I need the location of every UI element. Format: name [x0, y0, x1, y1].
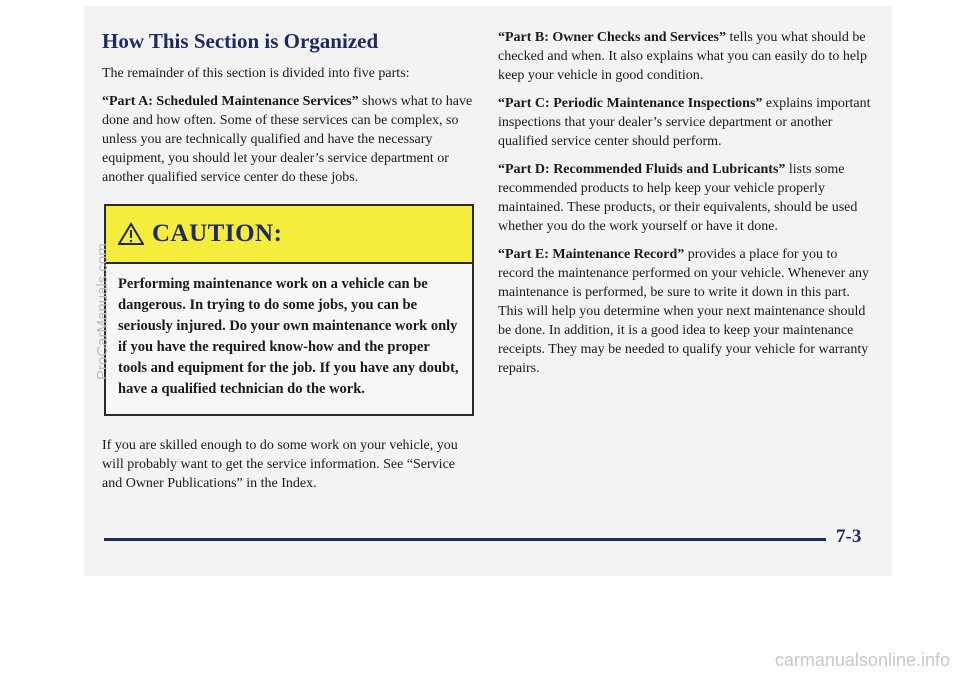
- part-b-title: “Part B: Owner Checks and Services”: [498, 30, 726, 45]
- service-info-paragraph: If you are skilled enough to do some work on your vehicle, you will probably want to get the service information. See “Service and Owner Publications” in the Index.: [102, 438, 458, 491]
- right-column: [498, 28, 874, 387]
- part-a-paragraph: [102, 92, 474, 187]
- side-watermark: ProCarManuals.com: [94, 243, 111, 380]
- part-e-text: provides a place for you to record the maintenance performed on your vehicle. Whenever any maintenance is performed, be sure to write it down in this part. This will help you determine when your next maintenance should be done. In addition, it is a good idea to keep your maintenance receipts. They may be needed to qualify your vehicle for warranty repairs.: [498, 247, 869, 376]
- bottom-watermark[interactable]: carmanualsonline.info: [774, 650, 950, 670]
- part-e-title: “Part E: Maintenance Record”: [498, 247, 685, 262]
- section-heading: How This Section is Organized: [102, 29, 379, 53]
- part-a-title: “Part A: Scheduled Maintenance Services”: [102, 94, 359, 109]
- left-column: [102, 28, 474, 196]
- footer-rule: [104, 538, 826, 541]
- part-b-text: tells you what should be checked and when. It also explains what you can easily do to help keep your vehicle in good condition.: [498, 30, 867, 83]
- intro-paragraph: The remainder of this section is divided into five parts:: [102, 66, 410, 81]
- page-number: 7-3: [836, 526, 862, 547]
- part-d-paragraph: [498, 160, 874, 236]
- caution-header: [106, 206, 472, 264]
- caution-box: [104, 204, 474, 416]
- caution-text: Performing maintenance work on a vehicle can be dangerous. In trying to do some jobs, you can be seriously injured. Do your own maintenance work only if you have the required know-how and the proper tools and equipment for the job. If you have any doubt, have a qualified technician do the work.: [118, 276, 459, 397]
- part-d-text: lists some recommended products to help keep your vehicle properly maintained. These products, or their equivalents, should be used whether you do the work yourself or have it done.: [498, 162, 858, 234]
- part-c-title: “Part C: Periodic Maintenance Inspections”: [498, 96, 763, 111]
- warning-triangle-icon: [118, 222, 144, 246]
- part-d-title: “Part D: Recommended Fluids and Lubricants”: [498, 162, 786, 177]
- part-b-paragraph: [498, 28, 874, 85]
- part-a-text: shows what to have done and how often. Some of these services can be complex, so unless you are technically qualified and have the necessary equipment, you should let your dealer’s service department or another qualified service center do these jobs.: [102, 94, 473, 185]
- part-e-paragraph: [498, 245, 874, 378]
- caution-label: CAUTION:: [152, 220, 283, 247]
- part-c-text: explains important inspections that your dealer’s service department or another qualified service center should perform.: [498, 96, 871, 149]
- after-caution-block: [102, 436, 474, 502]
- part-c-paragraph: [498, 94, 874, 151]
